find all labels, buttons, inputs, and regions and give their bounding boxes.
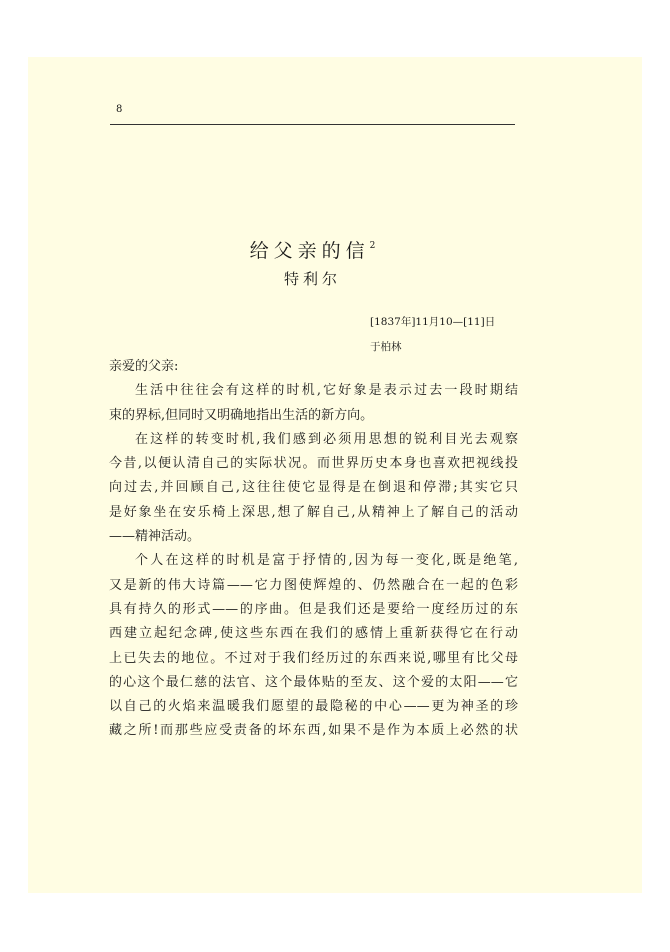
text-line: 上已失去的地位。不过对于我们经历过的东西来说,哪里有比父母 bbox=[109, 650, 518, 666]
text-line: 藏之所!而那些应受责备的坏东西,如果不是作为本质上必然的状 bbox=[109, 723, 518, 739]
text-line: 生活中往往会有这样的时机,它好象是表示过去一段时期结 bbox=[135, 383, 518, 399]
text-line: 西建立起纪念碑,使这些东西在我们的感情上重新获得它在行动 bbox=[109, 626, 518, 642]
text-line: 在这样的转变时机,我们感到必须用思想的锐利目光去观察 bbox=[135, 431, 518, 447]
text-line: 束的界标,但同时又明确地指出生活的新方向。 bbox=[109, 407, 374, 423]
title-footnote-marker: 2 bbox=[369, 241, 376, 251]
text-line: 以自己的火焰来温暖我们愿望的最隐秘的中心——更为神圣的珍 bbox=[109, 699, 518, 715]
header-rule bbox=[110, 124, 515, 125]
text-line: 具有持久的形式——的序曲。但是我们还是要给一度经历过的东 bbox=[109, 601, 518, 617]
letter-title bbox=[110, 236, 515, 263]
text-line: ——精神活动。 bbox=[109, 529, 201, 545]
letter-title-text: 给父亲的信 bbox=[249, 240, 370, 262]
letter-body bbox=[109, 355, 518, 744]
text-line: 又是新的伟大诗篇——它力图使辉煌的、仍然融合在一起的色彩 bbox=[109, 577, 518, 593]
dateline-place: 于柏林 bbox=[370, 341, 402, 353]
dateline-date: [1837年]11月10—[11]日 bbox=[370, 316, 496, 328]
letter-recipient: 特利尔 bbox=[283, 270, 341, 288]
text-line: 个人在这样的时机是富于抒情的,因为每一变化,既是绝笔, bbox=[135, 553, 518, 569]
dateline bbox=[370, 310, 495, 360]
text-line: 是好象坐在安乐椅上深思,想了解自己,从精神上了解自己的活动 bbox=[109, 504, 518, 520]
text-line: 今昔,以便认清自己的实际状况。而世界历史本身也喜欢把视线投 bbox=[109, 456, 518, 472]
page-number: 8 bbox=[116, 104, 123, 115]
text-line: 向过去,并回顾自己,这往往使它显得是在倒退和停滞;其实它只 bbox=[109, 480, 518, 496]
text-line: 的心这个最仁慈的法官、这个最体贴的至友、这个爱的太阳——它 bbox=[109, 674, 518, 690]
salutation: 亲爱的父亲: bbox=[109, 359, 179, 374]
